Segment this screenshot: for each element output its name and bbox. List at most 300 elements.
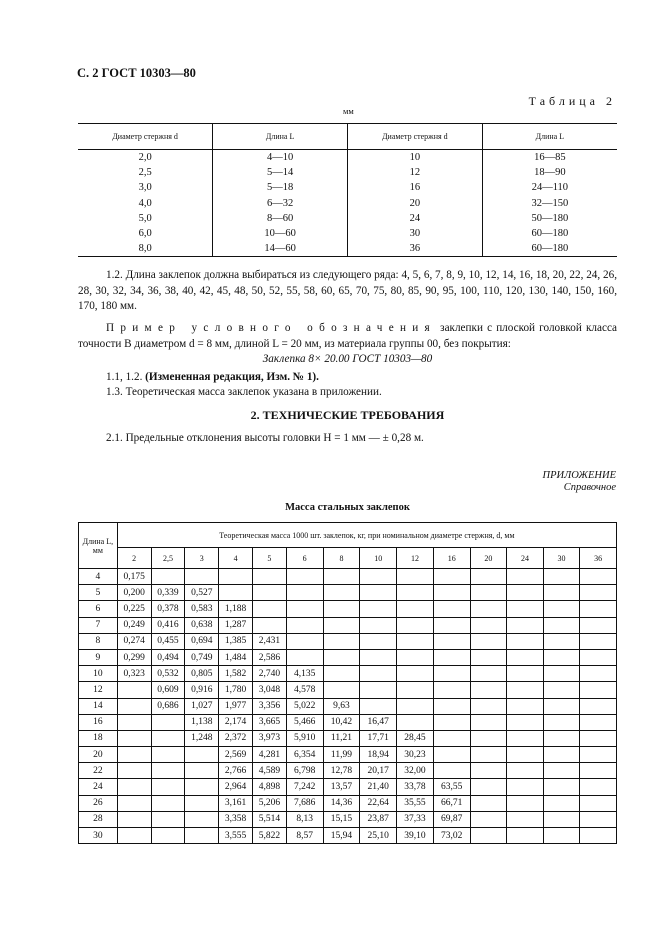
table-row [78, 226, 617, 241]
mass-cell: 6,354 [286, 747, 323, 763]
mass-cell [580, 569, 617, 585]
mass-cell [151, 730, 185, 746]
diameter-header-cell: 4 [219, 548, 253, 569]
mass-cell [507, 714, 544, 730]
table-row [79, 714, 617, 730]
mass-cell [580, 811, 617, 827]
mass-cell [580, 617, 617, 633]
table2-cell: 3,0 [138, 182, 152, 194]
mass-cell [543, 649, 580, 665]
mass-cell: 5,514 [252, 811, 286, 827]
table2-cell: 10 [348, 150, 483, 166]
mass-cell: 0,805 [185, 666, 219, 682]
example-lead: Пример условного обозначения [106, 322, 437, 334]
mass-cell [580, 698, 617, 714]
mass-cell [507, 730, 544, 746]
table2-cell: 14—60 [213, 241, 348, 257]
mass-cell: 13,57 [323, 779, 360, 795]
mass-cell: 9,63 [323, 698, 360, 714]
mass-cell: 6,798 [286, 763, 323, 779]
table2-cell: 36 [348, 241, 483, 257]
mass-cell: 5,206 [252, 795, 286, 811]
mass-cell [470, 569, 507, 585]
mass-cell: 8,57 [286, 828, 323, 844]
mass-cell [433, 682, 470, 698]
mass-cell [286, 585, 323, 601]
diameter-header-cell: 20 [470, 548, 507, 569]
length-cell: 5 [79, 585, 118, 601]
mass-cell: 1,138 [185, 714, 219, 730]
table-row [78, 196, 617, 211]
mass-cell [580, 730, 617, 746]
page-header: С. 2 ГОСТ 10303—80 [77, 66, 196, 80]
mass-cell: 28,45 [397, 730, 434, 746]
mass-cell [507, 763, 544, 779]
mass-cell: 3,555 [219, 828, 253, 844]
mass-cell [117, 747, 151, 763]
mass-cell: 21,40 [360, 779, 397, 795]
mass-cell [543, 601, 580, 617]
mass-cell [323, 666, 360, 682]
diameter-header-cell: 16 [433, 548, 470, 569]
mass-cell [580, 714, 617, 730]
mass-cell [360, 569, 397, 585]
mass-cell: 17,71 [360, 730, 397, 746]
table-row [79, 811, 617, 827]
diameter-header-cell: 6 [286, 548, 323, 569]
mass-cell [543, 779, 580, 795]
table2-cell: 2,5 [138, 167, 152, 179]
table-row [79, 763, 617, 779]
mass-cell: 2,569 [219, 747, 253, 763]
table2-cell: 8—60 [213, 211, 348, 226]
mass-cell [580, 747, 617, 763]
mass-cell [543, 828, 580, 844]
group-header: Теоретическая масса 1000 шт. заклепок, кг, при номинальном диаметре стержня, d, мм [117, 523, 616, 548]
table2-cell: 16—85 [482, 150, 617, 166]
section-2-title: 2. ТЕХНИЧЕСКИЕ ТРЕБОВАНИЯ [250, 408, 445, 422]
mass-cell: 4,135 [286, 666, 323, 682]
mass-cell: 2,740 [252, 666, 286, 682]
mass-cell [117, 714, 151, 730]
mass-cell: 0,200 [117, 585, 151, 601]
mass-cell [360, 601, 397, 617]
table2-cell: 32—150 [482, 196, 617, 211]
mass-cell [117, 698, 151, 714]
table-row [78, 211, 617, 226]
mass-cell [470, 779, 507, 795]
mass-cell [507, 633, 544, 649]
table-row [79, 747, 617, 763]
table-row [79, 569, 617, 585]
table2-cell: 30 [348, 226, 483, 241]
mass-cell: 22,64 [360, 795, 397, 811]
mass-cell [470, 585, 507, 601]
mass-cell: 35,55 [397, 795, 434, 811]
mass-cell [543, 585, 580, 601]
mass-cell: 5,022 [286, 698, 323, 714]
mass-cell: 1,287 [219, 617, 253, 633]
table2-cell: 24 [348, 211, 483, 226]
table2-header-cell: Длина L [213, 124, 348, 150]
mass-cell [360, 649, 397, 665]
mass-cell [151, 714, 185, 730]
paragraph-1-2: 1.2. Длина заклепок должна выбираться из следующего ряда: 4, 5, 6, 7, 8, 9, 10, 12, 14, 16, 18, 20, 22, 24, 26, 28, 30, 32, 34, 36, 38, 40, 42, 45, 48, 50, 52, 55, 58, 60, 65, 70, 75, 80, 85, 90, 95, 100, 110, 120, 130, 140, 150, 160, 170, 180 мм. [78, 269, 617, 312]
length-cell: 16 [79, 714, 118, 730]
mass-cell: 2,766 [219, 763, 253, 779]
mass-cell [507, 601, 544, 617]
mass-cell [117, 763, 151, 779]
table2-cell: 4—10 [213, 150, 348, 166]
mass-cell [360, 585, 397, 601]
mass-cell: 0,527 [185, 585, 219, 601]
mass-cell [470, 714, 507, 730]
mass-cell: 5,910 [286, 730, 323, 746]
length-cell: 6 [79, 601, 118, 617]
table2-cell: 50—180 [482, 211, 617, 226]
length-cell: 28 [79, 811, 118, 827]
length-cell: 30 [79, 828, 118, 844]
mass-cell: 66,71 [433, 795, 470, 811]
mass-cell [580, 585, 617, 601]
table-row [79, 633, 617, 649]
diameter-header-cell: 10 [360, 548, 397, 569]
mass-cell: 39,10 [397, 828, 434, 844]
table2-cell: 8,0 [78, 241, 213, 257]
mass-cell [151, 828, 185, 844]
mass-cell: 33,78 [397, 779, 434, 795]
mass-cell [151, 569, 185, 585]
mass-cell: 3,048 [252, 682, 286, 698]
mass-cell [543, 698, 580, 714]
mass-cell [433, 585, 470, 601]
mass-cell [507, 682, 544, 698]
mass-cell: 0,339 [151, 585, 185, 601]
amendment-text: (Измененная редакция, Изм. № 1). [145, 371, 319, 383]
mass-cell [397, 666, 434, 682]
mass-cell [397, 617, 434, 633]
mass-cell [151, 779, 185, 795]
appendix-title: ПРИЛОЖЕНИЕ [542, 470, 616, 481]
mass-cell: 4,898 [252, 779, 286, 795]
mass-cell [507, 811, 544, 827]
table-row [79, 795, 617, 811]
length-cell: 12 [79, 682, 118, 698]
mass-cell [433, 763, 470, 779]
mass-cell [543, 682, 580, 698]
mass-cell [580, 682, 617, 698]
mass-cell [580, 633, 617, 649]
mass-cell [507, 779, 544, 795]
table2-cell: 12 [348, 165, 483, 180]
mass-cell [360, 617, 397, 633]
mass-cell [397, 682, 434, 698]
mass-cell: 3,665 [252, 714, 286, 730]
mass-cell: 12,78 [323, 763, 360, 779]
mass-cell: 69,87 [433, 811, 470, 827]
table-row [79, 666, 617, 682]
mass-cell [433, 569, 470, 585]
table-row [79, 730, 617, 746]
mass-cell [360, 666, 397, 682]
mass-cell: 7,242 [286, 779, 323, 795]
table2-cell: 5—14 [213, 165, 348, 180]
table-row [79, 682, 617, 698]
table-row [79, 649, 617, 665]
table2-cell: 4,0 [138, 197, 152, 209]
mass-cell: 0,916 [185, 682, 219, 698]
amendment-number: 1.1, 1.2. [106, 371, 143, 383]
mass-cell [252, 617, 286, 633]
mass-cell [252, 601, 286, 617]
mass-cell [397, 633, 434, 649]
mass-cell: 0,455 [151, 633, 185, 649]
mass-cell [433, 617, 470, 633]
mass-cell [185, 779, 219, 795]
mass-cell: 3,356 [252, 698, 286, 714]
mass-cell [507, 617, 544, 633]
table2-cell: 5—18 [213, 180, 348, 195]
mass-cell [543, 747, 580, 763]
mass-cell [470, 649, 507, 665]
paragraph-2-1: 2.1. Предельные отклонения высоты головки H = 1 мм — ± 0,28 м. [106, 432, 424, 444]
mass-cell [323, 682, 360, 698]
mass-cell [470, 747, 507, 763]
mass-cell [252, 585, 286, 601]
mass-cell: 14,36 [323, 795, 360, 811]
mass-cell: 23,87 [360, 811, 397, 827]
mass-cell [507, 666, 544, 682]
mass-cell: 1,484 [219, 649, 253, 665]
mass-cell [397, 569, 434, 585]
mass-table-title: Масса стальных заклепок [285, 502, 410, 513]
mass-cell [507, 569, 544, 585]
mass-cell [117, 682, 151, 698]
mass-cell [543, 569, 580, 585]
table2-cell: 5,0 [138, 212, 152, 224]
mass-cell [433, 747, 470, 763]
diameter-header-cell: 24 [507, 548, 544, 569]
mass-cell [580, 649, 617, 665]
mass-cell: 0,686 [151, 698, 185, 714]
mass-cell [219, 569, 253, 585]
table2-cell: 18—90 [482, 165, 617, 180]
mass-cell [543, 730, 580, 746]
length-cell: 7 [79, 617, 118, 633]
length-cell: 22 [79, 763, 118, 779]
table-label: Таблица 2 [528, 94, 616, 108]
mass-cell [580, 828, 617, 844]
mass-cell: 2,964 [219, 779, 253, 795]
mass-cell [151, 795, 185, 811]
mass-cell [470, 698, 507, 714]
length-cell: 9 [79, 649, 118, 665]
mass-cell: 0,749 [185, 649, 219, 665]
table-row [79, 601, 617, 617]
mass-cell: 32,00 [397, 763, 434, 779]
mass-cell [323, 569, 360, 585]
mass-cell [117, 779, 151, 795]
table2-cell: 60—180 [482, 241, 617, 257]
mass-cell: 0,249 [117, 617, 151, 633]
mass-cell [580, 601, 617, 617]
table-row [79, 828, 617, 844]
mass-cell: 4,281 [252, 747, 286, 763]
mass-cell [323, 601, 360, 617]
designation: Заклепка 8× 20.00 ГОСТ 10303—80 [262, 353, 433, 365]
mass-cell: 25,10 [360, 828, 397, 844]
mass-cell [433, 714, 470, 730]
mass-cell [185, 569, 219, 585]
mass-cell: 1,027 [185, 698, 219, 714]
mass-cell [470, 633, 507, 649]
mass-cell [397, 714, 434, 730]
mass-cell: 18,94 [360, 747, 397, 763]
length-cell: 8 [79, 633, 118, 649]
mass-cell: 15,15 [323, 811, 360, 827]
mass-cell [507, 698, 544, 714]
mass-cell [151, 763, 185, 779]
mass-cell [470, 666, 507, 682]
mass-cell [470, 730, 507, 746]
diameter-header-cell: 5 [252, 548, 286, 569]
mass-cell: 0,583 [185, 601, 219, 617]
example-text: заклепки с плоской головкой класса точности В диаметром d = 8 мм, длиной L = 20 мм, из материала группы 00, без покрытия: [78, 322, 618, 350]
table2-cell: 20 [348, 196, 483, 211]
mass-cell [433, 666, 470, 682]
mass-cell: 0,638 [185, 617, 219, 633]
mass-cell [543, 714, 580, 730]
mass-cell [286, 617, 323, 633]
mass-cell: 73,02 [433, 828, 470, 844]
mass-cell [117, 795, 151, 811]
mass-cell [360, 633, 397, 649]
mass-cell [323, 633, 360, 649]
amendment-note [78, 370, 617, 386]
table-row [78, 165, 617, 180]
mass-cell [470, 682, 507, 698]
mass-cell [252, 569, 286, 585]
table-2 [78, 123, 617, 257]
length-cell: 20 [79, 747, 118, 763]
mass-cell: 0,378 [151, 601, 185, 617]
table-row [79, 617, 617, 633]
appendix-heading [543, 470, 617, 494]
mass-cell: 11,21 [323, 730, 360, 746]
table2-cell: 60—180 [482, 226, 617, 241]
diameter-header-cell: 3 [185, 548, 219, 569]
mass-cell [507, 795, 544, 811]
mass-cell [507, 747, 544, 763]
mass-cell: 37,33 [397, 811, 434, 827]
length-cell: 18 [79, 730, 118, 746]
table-row [78, 180, 617, 195]
mass-cell: 2,372 [219, 730, 253, 746]
mass-cell [580, 779, 617, 795]
mass-cell [470, 811, 507, 827]
mass-cell [185, 828, 219, 844]
table2-cell: 24—110 [482, 180, 617, 195]
mass-cell [151, 747, 185, 763]
mass-cell [507, 649, 544, 665]
mass-cell: 30,23 [397, 747, 434, 763]
mass-cell [543, 795, 580, 811]
mass-cell [433, 698, 470, 714]
table2-cell: 16 [348, 180, 483, 195]
mass-cell [185, 747, 219, 763]
diameter-header-cell: 36 [580, 548, 617, 569]
table-unit: мм [343, 106, 354, 116]
mass-cell [323, 585, 360, 601]
diameter-header-cell: 8 [323, 548, 360, 569]
table2-cell: 2,0 [138, 152, 152, 164]
mass-cell: 5,466 [286, 714, 323, 730]
mass-cell [580, 666, 617, 682]
length-cell: 26 [79, 795, 118, 811]
mass-cell: 11,99 [323, 747, 360, 763]
mass-cell: 1,582 [219, 666, 253, 682]
mass-cell: 3,161 [219, 795, 253, 811]
mass-cell [543, 763, 580, 779]
mass-cell: 63,55 [433, 779, 470, 795]
mass-cell [397, 585, 434, 601]
table-row [79, 585, 617, 601]
diameter-header-cell: 2 [117, 548, 151, 569]
mass-cell [286, 633, 323, 649]
mass-cell: 0,274 [117, 633, 151, 649]
table2-cell: 10—60 [213, 226, 348, 241]
paragraph-example [78, 321, 617, 352]
diameter-header-cell: 2,5 [151, 548, 185, 569]
mass-cell [470, 828, 507, 844]
length-header: Длина L, мм [79, 523, 118, 569]
mass-cell [543, 617, 580, 633]
mass-cell: 2,586 [252, 649, 286, 665]
mass-cell: 20,17 [360, 763, 397, 779]
mass-cell: 0,416 [151, 617, 185, 633]
mass-cell: 3,973 [252, 730, 286, 746]
mass-cell: 1,188 [219, 601, 253, 617]
mass-cell: 0,494 [151, 649, 185, 665]
mass-cell: 0,609 [151, 682, 185, 698]
table-row [78, 150, 617, 166]
mass-cell: 3,358 [219, 811, 253, 827]
mass-cell: 10,42 [323, 714, 360, 730]
mass-cell: 7,686 [286, 795, 323, 811]
mass-cell [470, 601, 507, 617]
mass-cell [219, 585, 253, 601]
table2-cell: 6,0 [138, 228, 152, 240]
mass-cell [507, 828, 544, 844]
mass-cell [507, 585, 544, 601]
mass-cell [470, 795, 507, 811]
mass-cell [470, 617, 507, 633]
mass-cell: 0,532 [151, 666, 185, 682]
mass-cell [185, 811, 219, 827]
mass-cell [397, 649, 434, 665]
mass-cell [286, 569, 323, 585]
mass-cell: 15,94 [323, 828, 360, 844]
mass-cell [543, 666, 580, 682]
mass-cell [151, 811, 185, 827]
table2-header-cell: Диаметр стержня d [78, 124, 213, 150]
mass-cell: 4,589 [252, 763, 286, 779]
mass-cell [117, 811, 151, 827]
mass-cell [185, 763, 219, 779]
mass-cell [323, 617, 360, 633]
mass-cell [360, 698, 397, 714]
mass-cell [543, 811, 580, 827]
